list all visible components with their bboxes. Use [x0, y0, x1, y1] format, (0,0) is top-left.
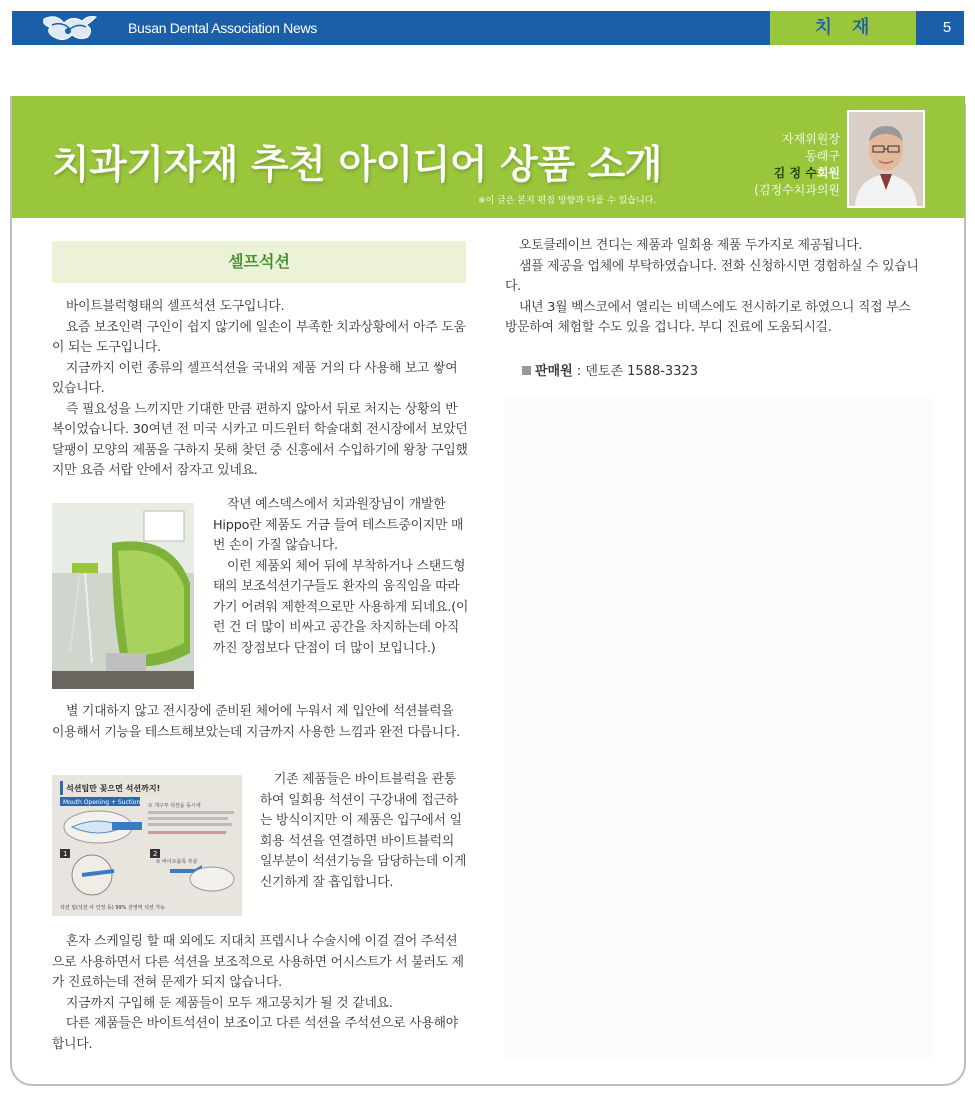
paragraph: 지금까지 구입해 둔 제품들이 모두 재고뭉치가 될 것 같네요. [66, 995, 393, 1011]
text-beside-manual-image [260, 770, 468, 893]
bullet-square-icon [522, 366, 531, 375]
association-logo-icon [38, 11, 118, 45]
manual-caption: ① 개구부 석션을 동시에 [148, 803, 201, 809]
intro-paragraph: 즉 필요성을 느끼지만 기대한 만큼 편하지 않아서 뒤로 처지는 상황의 반복이었습니다. 30여년 전 미국 시카고 미드윈터 학술대회 전시장에서 보았던 달팽이 모양의 제품을 구하지 못해 찾던 중 신흥에서 수입하기에 왕창 구입했지만 요즘 서랍 안에서 잠자고 있네요. [52, 401, 468, 478]
intro-paragraph: 요즘 보조인력 구인이 쉽지 않기에 일손이 부족한 치과상황에서 아주 도움이 되는 도구입니다. [52, 319, 466, 355]
paragraph: 별 기대하지 않고 전시장에 준비된 체어에 누워서 제 입안에 석션블럭을 이용해서 기능을 테스트해보았는데 지금까지 사용한 느낌과 완전 다릅니다. [52, 704, 460, 740]
paragraph: 샘플 제공을 업체에 부탁하였습니다. 전화 신청하시면 경험하실 수 있습니다. [505, 258, 919, 294]
closing-text [52, 932, 468, 1055]
middle-text [52, 702, 468, 743]
header-bar [12, 11, 964, 45]
paragraph: 혼자 스케일링 할 때 외에도 지대치 프렙시나 수술시에 이걸 걸어 주석션으로 사용하면서 다른 석션을 보조적으로 사용하면 어시스트가 서 불러도 제가 진료하는데 전혀 문제가 되지 않습니다. [52, 934, 464, 990]
manual-title: 석션팁만 꽂으면 석션까지! [66, 784, 161, 793]
seller-info [522, 360, 698, 379]
paragraph: 이런 제품외 체어 뒤에 부착하거나 스탠드형태의 보조석션기구들도 환자의 움직임을 따라가기 어려워 제한적으로만 사용하게 되네요.(이런 건 더 많이 비싸고 공간을 차지하는데 아직까진 장점보다 단점이 더 많이 보입니다.) [213, 558, 469, 656]
publication-name: Busan Dental Association News [128, 20, 317, 36]
seller-label: 판매원 [535, 364, 573, 379]
seller-contact: : 덴토존 1588-3323 [576, 364, 699, 379]
suction-diagram-icon [52, 775, 242, 916]
blank-area [505, 398, 933, 1058]
manual-caption: ② 바이트블록 부분 [156, 859, 198, 865]
article-title: 치과기자재 추천 아이디어 상품 소개 [52, 143, 662, 188]
author-byline [754, 131, 840, 199]
right-column-text [505, 236, 925, 339]
page-number: 5 [942, 19, 952, 36]
portrait-icon [849, 112, 923, 206]
author-district: 동래구 [805, 149, 840, 163]
paragraph: 오토클레이브 견디는 제품과 일회용 제품 두가지로 제공됩니다. [519, 238, 863, 253]
intro-text [52, 297, 468, 482]
author-photo [847, 110, 925, 208]
author-clinic: (김정수치과의원 [754, 183, 840, 197]
intro-paragraph: 바이트블럭형태의 셀프석션 도구입니다. [66, 299, 285, 314]
text-beside-chair-photo [213, 495, 469, 659]
manual-footer: 석션 팁(석션 사 인정 등) 99% 전영역 석션 가능 [60, 905, 166, 911]
section-label: 치재 [770, 11, 916, 45]
paragraph: 내년 3월 벡스코에서 열리는 비덱스에도 전시하기로 하였으니 직접 부스 방문하여 체험할 수도 있을 겁니다. 부디 진료에 도움되시길. [505, 299, 911, 335]
dental-chair-icon [52, 503, 194, 689]
author-name: 김 정 수 [773, 166, 817, 180]
step-2-badge: 2 [153, 850, 158, 858]
author-name-line [754, 165, 840, 182]
subheading: 셀프석션 [52, 241, 466, 283]
paragraph: 작년 예스덱스에서 치과원장님이 개발한 Hippo란 제품도 거금 들여 테스트중이지만 매번 손이 가질 않습니다. [213, 497, 464, 553]
intro-paragraph: 지금까지 이런 종류의 셀프석션을 국내외 제품 거의 다 사용해 보고 쌓여 있습니다. [52, 360, 458, 396]
manual-label: Mouth Opening + Suction [63, 799, 141, 806]
step-1-badge: 1 [63, 850, 68, 858]
member-suffix: 회원 [816, 166, 840, 180]
paragraph: 다른 제품들은 바이트석션이 보조이고 다른 석션을 주석션으로 사용해야 합니다. [52, 1016, 458, 1052]
product-manual-image [52, 775, 242, 916]
dental-chair-photo [52, 503, 194, 689]
editorial-note: ※이 글은 본지 편집 방향과 다를 수 있습니다. [478, 196, 657, 206]
paragraph: 기존 제품들은 바이트블럭을 관통하여 일회용 석션이 구강내에 접근하는 방식이지만 이 제품은 입구에서 일회용 석션을 연결하면 바이트블럭의 일부분이 석션기능을 담당하는데 이게 신기하게 잘 흡입합니다. [260, 772, 467, 890]
author-role: 자재위원장 [782, 132, 840, 146]
